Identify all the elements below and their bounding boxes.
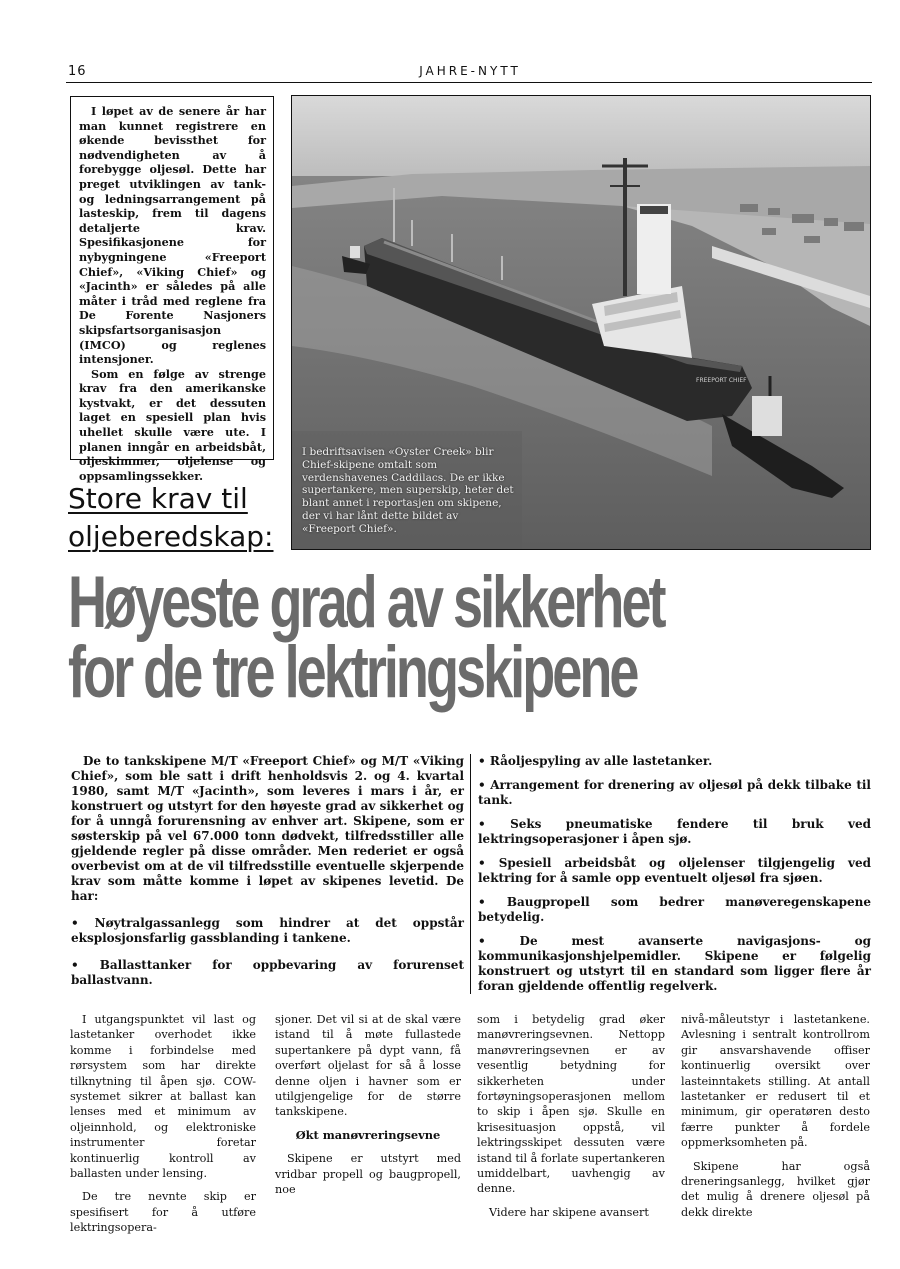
- body-paragraph: nivå-måleutstyr i lastetankene. Avlesning i sentralt kontrollrom gir ansvarshavende offiser kontinuerlig oversikt over lasteinntakets stilling. At antall lastetanker er redusert til et minimum, gir operatøren desto færre punkter å fordele oppmerksomheten på.: [681, 1013, 870, 1150]
- lead-bullet: • Råoljespyling av alle lastetanker.: [478, 754, 871, 769]
- lead-bullet: • Baugpropell som bedrer manøveregenskapene betydelig.: [478, 895, 871, 925]
- lead-bullet: • Seks pneumatiske fendere til bruk ved lektringsoperasjoner i åpen sjø.: [478, 817, 871, 847]
- body-paragraph: som i betydelig grad øker manøvreringsevnen. Nettopp manøvreringsevnen er av vesentlig betydning for sikkerheten under fortøyningsoperasjonen mellom to skip i åpen sjø. Skulle en krisesituasjon oppstå, vil lektringsskipet dessuten være istand til å forlate supertankeren umiddelbart, uavhengig av denne.: [477, 1013, 666, 1196]
- lead-left-column: [71, 754, 464, 1000]
- body-column-1: [70, 1012, 256, 1244]
- body-paragraph: I utgangspunktet vil last og lastetanker overhodet ikke komme i forbindelse med rørsystem som har direkte tilknytning til åpen sjø. COW-systemet sikrer at ballast kan lenses med et minimum av oljeinnhold, og elektroniske instrumenter foretar kontinuerlig kontroll av ballasten under lensing.: [70, 1013, 256, 1181]
- main-headline: [68, 562, 682, 713]
- body-paragraph: Videre har skipene avansert: [489, 1205, 649, 1219]
- lead-bullet: • De mest avanserte navigasjons- og kommunikasjonshjelpemidler. Skipene er følgelig konstruert og utstyrt til en standard som ligger flere år foran gjeldende offentlig regelverk.: [478, 934, 871, 994]
- lead-bullet: • Nøytralgassanlegg som hindrer at det oppstår eksplosjonsfarlig gassblanding i tankene.: [71, 916, 464, 946]
- section-kicker: [68, 480, 288, 556]
- kicker-line-2: oljeberedskap:: [68, 520, 274, 553]
- lead-bullet: • Ballasttanker for oppbevaring av forurenset ballastvann.: [71, 958, 464, 988]
- lead-bullet: • Arrangement for drenering av oljesøl på dekk tilbake til tank.: [478, 778, 871, 808]
- body-paragraph: Skipene er utstyrt med vridbar propell og baugpropell, noe: [275, 1152, 461, 1197]
- column-divider: [470, 754, 471, 994]
- intro-paragraph-2: Som en følge av strenge krav fra den amerikanske kystvakt, er det dessuten laget en spesiell plan hvis uhellet skulle være ute. I planen inngår en arbeidsbåt, oljeskimmer, oljelense og oppsamlingssekker.: [79, 366, 266, 483]
- body-column-4: [681, 1012, 870, 1228]
- hull-name: FREEPORT CHIEF: [696, 377, 747, 384]
- headline-line-2: for de tre lektringskipene: [68, 632, 637, 713]
- body-paragraph: De tre nevnte skip er spesifisert for å utføre lektringsopera-: [70, 1190, 256, 1235]
- intro-paragraph-1: I løpet av de senere år har man kunnet registrere en økende bevissthet for nødvendigheten av å forebygge oljesøl. Dette har preget utviklingen av tank- og ledningsarrangement på lasteskip, frem til dagens detaljerte krav. Spesifikasjonene for nybygningene «Freeport Chief», «Viking Chief» og «Jacinth» er således på alle måter i tråd med reglene fra De Forente Nasjoners skipsfartsorganisasjon (IMCO) og reglenes intensjoner.: [79, 104, 266, 367]
- body-column-2: [275, 1012, 461, 1205]
- running-header: JAHRE-NYTT: [419, 64, 521, 78]
- body-column-3: [477, 1012, 665, 1228]
- body-paragraph: sjoner. Det vil si at de skal være istand til å møte fullastede supertankere på dypt vann, få overført oljelast for så å losse denne oljen i havner som er utilgjengelige for de større tankskipene.: [275, 1013, 461, 1119]
- intro-box: [70, 96, 274, 483]
- lead-bullet: • Spesiell arbeidsbåt og oljelenser tilgjengelig ved lektring for å samle opp eventuelt oljesøl fra sjøen.: [478, 856, 871, 886]
- header-rule: [66, 82, 872, 83]
- page-number: 16: [68, 64, 87, 79]
- body-paragraph: Skipene har også dreneringsanlegg, hvilket gjør det mulig å drenere oljesøl på dekk direkte: [681, 1159, 870, 1219]
- lead-right-column: [478, 754, 871, 1003]
- subheading: Økt manøvreringsevne: [295, 1127, 441, 1142]
- photo-caption: I bedriftsavisen «Oyster Creek» blir Chief-skipene omtalt som verdenshavenes Caddilacs. De er ikke supertankere, men superskip, heter det blant annet i reportasjen om skipene, der vi har lånt dette bildet av «Freeport Chief».: [302, 446, 514, 535]
- lead-intro: De to tankskipene M/T «Freeport Chief» og M/T «Viking Chief», som ble satt i drift henholdsvis 2. og 4. kvartal 1980, samt M/T «Jacinth», som leveres i mars i år, er konstruert og utstyrt for den høyeste grad av sikkerhet og for å unngå forurensning av enhver art. Skipene, som er søsterskip på vel 67.000 tonn dødvekt, tilfredsstiller alle gjeldende regler på disse områder. Men rederiet er også overbevist om at de vil tilfredsstille eventuelle skjerpende krav som måtte komme i løpet av skipenes levetid. De har:: [71, 754, 464, 903]
- headline-line-1: Høyeste grad av sikkerhet: [68, 562, 664, 643]
- kicker-line-1: Store krav til: [68, 482, 248, 515]
